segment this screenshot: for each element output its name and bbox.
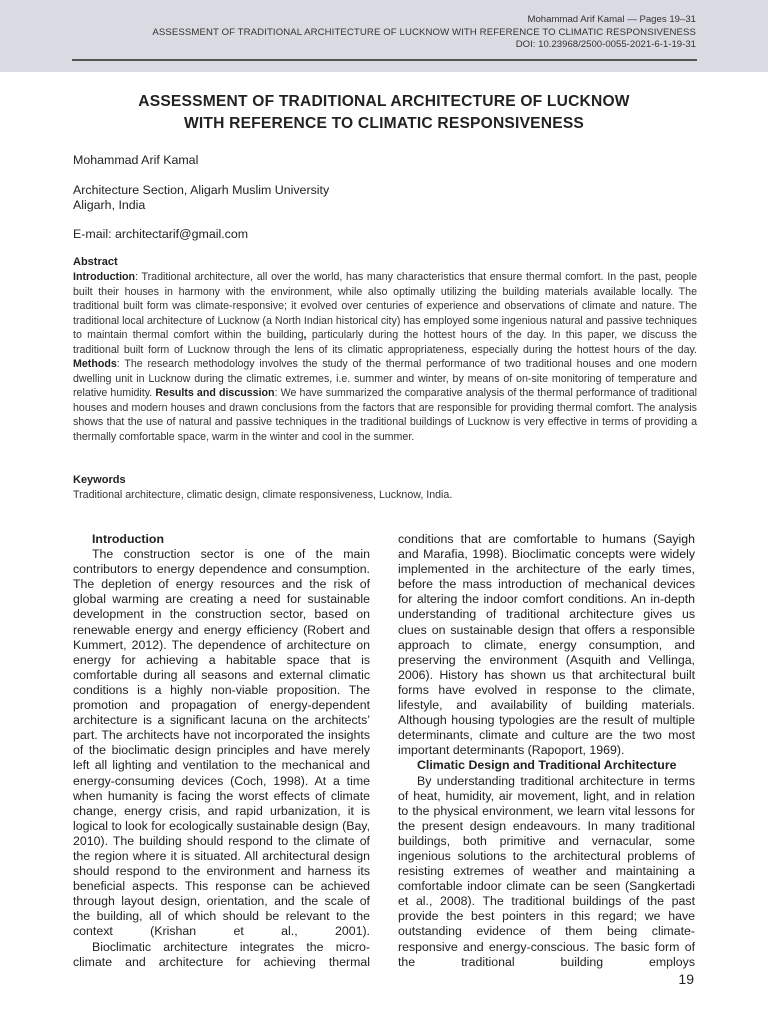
- abstract-body: [73, 270, 697, 444]
- abstract-results-text: : We have summarized the comparative analysis of the thermal performance of traditional houses and modern houses and drawn conclusions from the factors that are responsible for providing thermal comfort. The analysis shows that the use of natural and passive techniques in the traditional buildings of Lucknow is very effective in terms of providing a thermally comfortable space, warm in the winter and cool in the summer.: [73, 387, 697, 443]
- abstract-intro-text: : Traditional architecture, all over the world, has many characteristics that ensure thermal comfort. In the past, people built their houses in harmony with the environment, while also optimally utilizing the building materials available locally. The traditional built form was climate-responsive; it evolved over centuries of experience and observations of climate and nature. The traditional local architecture of Lucknow (a North Indian historical city) has employed some ingenious natural and passive techniques to maintain thermal comfort within the building: [73, 271, 697, 341]
- short-title: ASSESSMENT OF TRADITIONAL ARCHITECTURE OF LUCKNOW WITH REFERENCE TO CLIMATIC RESPONSIVENESS: [152, 26, 696, 38]
- header-rule: [72, 59, 697, 61]
- page-number: 19: [678, 971, 694, 987]
- paragraph: The construction sector is one of the main contributors to energy dependence and consumption. The depletion of energy resources and the risk of global warming are creating a need for sustainable development in the construction sector, based on renewable energy and energy efficiency (Robert and Kummert, 2012). The dependence of architecture on energy for achieving a habitable space that is comfortable during all seasons and external climatic conditions is a highly non-viable proposition. The promotion and propagation of energy-dependent architecture is a significant lacuna on the architects’ part. The architects have not incorporated the insights of the bioclimatic design principles and have merely left all lighting and ventilation to the mechanical and energy-consuming devices (Coch, 1998). At a time when humanity is facing the worst effects of climate change, energy crisis, and rapid urbanization, it is logical to look for ecologically sustainable design (Bay, 2010). The building should respond to the climate of the region where it is situated. All architectural design should respond to the environment and harness its beneficial aspects. This response can be achieved through layout design, orientation, and the scale of the building, all of which should be relevant to the context (Krishan et al., 2001).: [73, 547, 370, 939]
- doi: DOI: 10.23968/2500-0055-2021-6-1-19-31: [515, 39, 696, 50]
- running-header: [0, 0, 768, 72]
- running-head-text: [152, 14, 696, 52]
- author-pages: Mohammad Arif Kamal — Pages 19–31: [527, 14, 696, 25]
- author-name: Mohammad Arif Kamal: [73, 153, 199, 167]
- paragraph: conditions that are comfortable to humans (Sayigh and Marafia, 1998). Bioclimatic concepts were widely implemented in the architecture of the early times, before the mass introduction of mechanical devices for altering the indoor comfort conditions. An in-depth understanding of traditional architecture gives us clues on sustainable design that offers a responsible approach to climate, energy consumption, and preserving the environment (Asquith and Vellinga, 2006). History has shown us that architectural built forms have evolved in response to the climate, lifestyle, and availability of building materials. Although housing typologies are the result of multiple determinants, climate and culture are the two most important determinants (Rapoport, 1969).: [398, 532, 695, 758]
- abstract-methods-label: Methods: [73, 358, 117, 370]
- title-line-1: ASSESSMENT OF TRADITIONAL ARCHITECTURE OF LUCKNOW: [138, 93, 630, 110]
- keywords-heading: Keywords: [73, 474, 126, 486]
- author-email: E-mail: architectarif@gmail.com: [73, 227, 249, 241]
- abstract-heading: Abstract: [73, 256, 118, 268]
- paragraph: By understanding traditional architecture in terms of heat, humidity, air movement, light, and in relation to the physical environment, we learn vital lessons for the present design endeavours. In many traditional buildings, both primitive and vernacular, some ingenious solutions to the architectural problems of resisting extremes of weather and maintaining a comfortable indoor climate can be seen (Sangkertadi et al., 2008). The traditional buildings of the past provide the best pointers in this regard; we have outstanding evidence of them being climate-responsive and energy-conscious. The basic form of the traditional building employs: [398, 773, 695, 969]
- paper-title: [60, 91, 708, 135]
- body-column-left: [73, 532, 370, 970]
- affiliation: [73, 183, 329, 213]
- paragraph: Bioclimatic architecture integrates the micro-climate and architecture for achieving thermal: [73, 939, 370, 969]
- abstract-results-label: Results and discussion: [155, 387, 275, 399]
- abstract-intro-label: Introduction: [73, 271, 136, 283]
- abstract-intro-text-2: particularly during the hottest hours of the day. In this paper, we discuss the traditional built form of Lucknow through the lens of its climatic appropriateness, especially during the hottest hours of the day.: [73, 329, 697, 356]
- affiliation-line-1: Architecture Section, Aligarh Muslim University: [73, 183, 330, 197]
- section-heading-introduction: Introduction: [92, 532, 164, 546]
- body-column-right: [398, 532, 695, 970]
- keywords-text: Traditional architecture, climatic design, climate responsiveness, Lucknow, India.: [73, 489, 453, 501]
- section-heading-climatic-design: Climatic Design and Traditional Architecture: [417, 758, 677, 773]
- affiliation-line-2: Aligarh, India: [73, 198, 146, 212]
- abstract-intro-comma: ,: [303, 329, 307, 341]
- title-line-2: WITH REFERENCE TO CLIMATIC RESPONSIVENESS: [183, 115, 585, 132]
- abstract-methods-text: : The research methodology involves the study of the thermal performance of two traditional houses and one modern dwelling unit in Lucknow during the climatic extremes, i.e. summer and winter, by means of on-site monitoring of temperature and relative humidity.: [73, 358, 697, 399]
